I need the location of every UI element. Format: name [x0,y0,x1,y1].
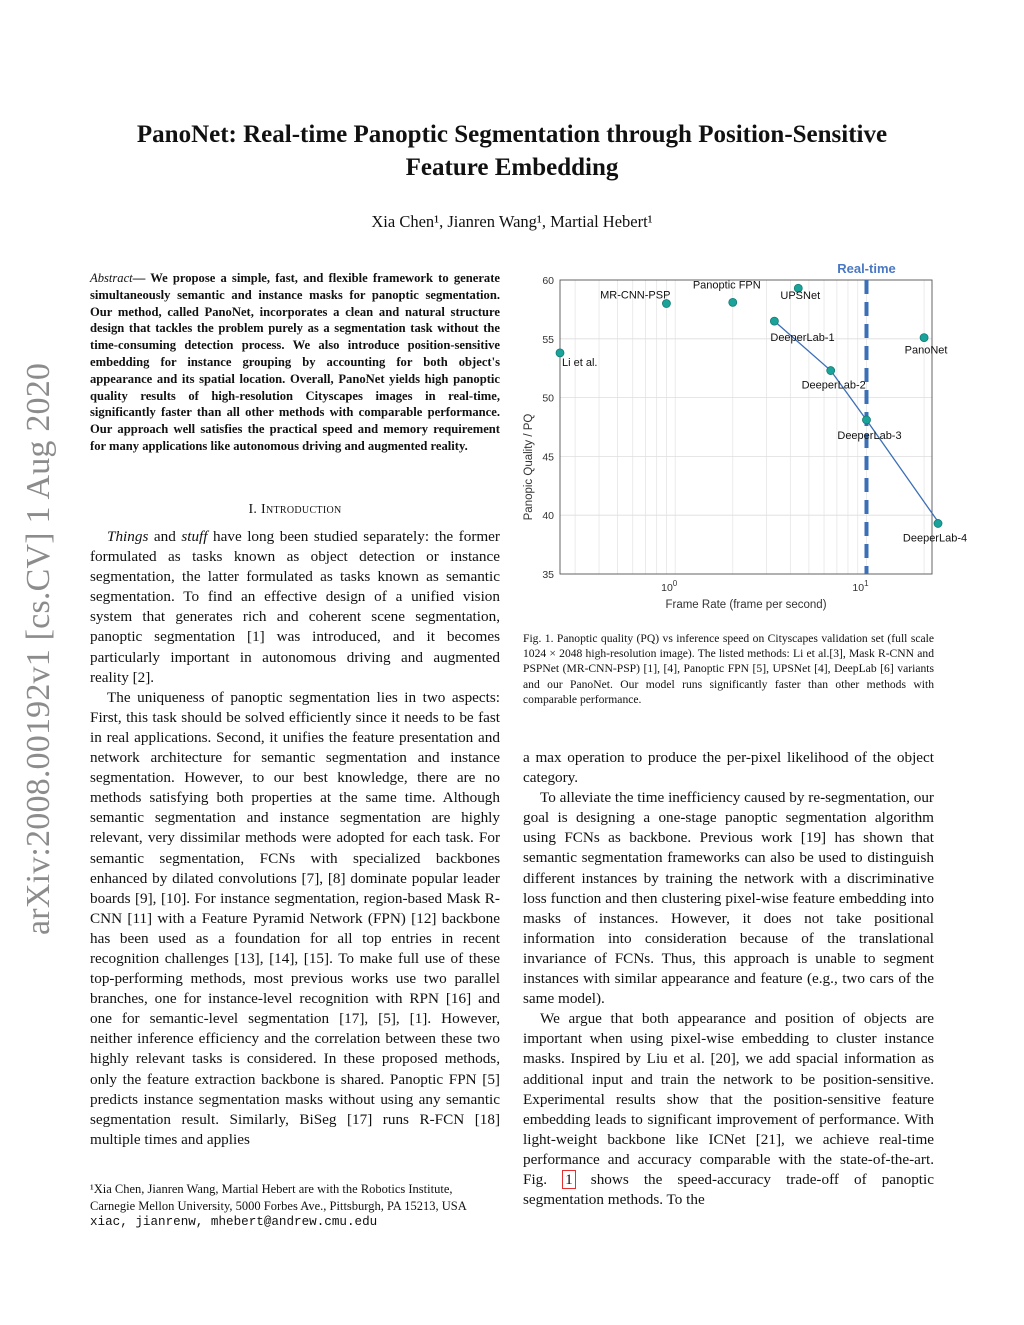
point-li-et-al [556,349,564,357]
y-tick-label: 35 [542,569,554,581]
point-deeperlab-1 [770,317,778,325]
realtime-label: Real-time [837,261,896,276]
abstract-label: Abstract [90,271,133,285]
point-label-upsnet: UPSNet [780,290,821,303]
y-axis-label: Panopic Quality / PQ [523,413,535,521]
point-label-deeperlab-1: DeeperLab-1 [770,332,835,345]
figure-1-link[interactable]: 1 [562,1170,576,1189]
intro-term-stuff: stuff [181,528,208,545]
right-paragraph-1: a max operation to produce the per-pixel likelihood of the object category. [523,749,934,787]
right-p3-tail: shows the speed-accuracy trade-off of panoptic segmentation methods. To the [523,1170,934,1209]
point-label-deeperlab-2: DeeperLab-2 [801,379,866,392]
point-label-panoptic-fpn: Panoptic FPN [692,279,761,292]
intro-and: and [148,528,182,545]
right-p3-text: We argue that both appearance and position of objects are important when using pixel-wise embedding to cluster instance masks. Inspired by Liu et al. [20], we add spacial information as additional input and train the network to be position-sensitive. Experimental results show that the position-sensitive feature embedding leads to significant improvement of performance. With light-weight backbone like ICNet [21], we achieve real-time performance and accuracy comparable with the state-of-the-art. Fig. [523,1010,934,1188]
point-panonet [920,334,928,342]
abstract-text: — We propose a simple, fast, and flexible framework to generate simultaneously semantic and instance masks for panoptic segmentation. Our method, called PanoNet, incorporates a clean and natural structure design that tackles the problem purely as a segmentation task without the time-consuming detection process. We also introduce position-sensitive embedding for instance grouping by accounting for both object's appearance and its spatial location. Overall, PanoNet yields high panoptic quality results of high-resolution Cityscapes images in real-time, significantly faster than all other methods with comparable performance. Our approach well satisfies the practical speed and memory requirement for many applications like autonomous driving and augmented reality. [90,271,500,453]
intro-term-things: Things [107,528,149,545]
plot-frame [560,280,932,574]
y-tick-label: 45 [542,451,554,464]
right-paragraph-3 [523,1009,934,1210]
section-heading: I. Introduction [248,502,342,517]
figure-caption: Fig. 1. Panoptic quality (PQ) vs inference speed on Cityscapes validation set (full scale 1024 × 2048 high-resolution image). The listed methods: Li et al.[3], Mask R-CNN and PSPNet (MR-CNN-PSP) [1], [4], Panoptic FPN [5], UPSNet [4], DeepLab [6] variants and our PanoNet. Our model runs significantly faster than other methods with comparable performance. [523,632,934,706]
point-panoptic-fpn [729,298,737,306]
point-deeperlab-2 [827,367,835,375]
y-tick-label: 40 [542,510,554,523]
introduction [90,527,500,1150]
right-paragraph-2: To alleviate the time inefficiency caused by re-segmentation, our goal is designing a one-stage panoptic segmentation algorithm using FCNs as backbone. Previous work [19] has shown that semantic segmentation frameworks can also be used to distinguish different instances by training the network with a discriminative loss function and then clustering pixel-wise feature embedding into masks of instances. However, it does not take positional information into consideration because of the translational invariance of FCNs. Thus, this approach is unable to segment instances with similar appearance and feature (e.g., two cars of the same model). [523,789,934,1008]
right-column-text [523,748,934,1210]
paper-title [60,118,964,184]
y-tick-label: 55 [542,333,554,346]
footnote-text: ¹Xia Chen, Jianren Wang, Martial Hebert are with the Robotics Institute, Carnegie Mellon University, 5000 Forbes Ave., Pittsburgh, PA 15213, USA [90,1182,467,1213]
intro-p1-rest: have long been studied separately: the former formulated as tasks known as object detection or instance segmentation, the latter formulated as tasks known as semantic segmentation. To find an effective design of a unified vision system that generates rich and coherent scene segmentation, panoptic segmentation [1] was introduced, and it becomes particularly important in autonomous driving and augmented reality [2]. [90,528,500,686]
x-tick-label: $10^0$ [661,579,678,594]
intro-paragraph-1 [90,527,500,688]
point-label-li-et-al: Li et al. [562,356,598,369]
figure-1-chart [518,258,968,618]
x-tick-label: $10^1$ [852,579,869,594]
title-line-1: PanoNet: Real-time Panoptic Segmentation through Position-Sensitive [136,121,888,148]
y-tick-label: 50 [542,392,554,405]
arxiv-stamp: arXiv:2008.00192v1 [cs.CV] 1 Aug 2020 [20,362,57,935]
point-label-panonet: PanoNet [904,344,948,357]
x-axis-label: Frame Rate (frame per second) [665,599,827,611]
intro-paragraph-2: The uniqueness of panoptic segmentation lies in two aspects: First, this task should be solved efficiently since it needs to be fast in real applications. Second, it unifies the feature presentation and network architecture for semantic segmentation and instance segmentation. However, to our best knowledge, there are no methods satisfying both properties at the same time. Although semantic segmentation and instance segmentation are highly relevant, very dissimilar methods were adopted for each task. For semantic segmentation, FCNs with specialized backbones enhanced by dilated convolutions [7], [8] dominate popular leader boards [9], [10]. For instance segmentation, region-based Mask R-CNN [11] with a Feature Pyramid Network (FPN) [12] backbone has been used as a foundation for all top entries in recent recognition challenges [13], [14], [15]. To make full use of these top-performing methods, most previous works use two parallel branches, one for instance-level recognition with RPN [16] and one for semantic-level segmentation [17], [5], [1]. However, neither inference efficiency and the correlation between these two highly relevant tasks is considered. In these proposed methods, only the feature extraction backbone is shared. Panoptic FPN [5] predicts instance segmentation masks without using any semantic segmentation result. Similarly, BiSeg [17] runs R-FCN [18] multiple times and applies [90,688,500,1148]
point-label-mr-cnn-psp: MR-CNN-PSP [600,289,671,302]
point-deeperlab-4 [934,519,942,527]
point-deeperlab-3 [862,416,870,424]
point-label-deeperlab-3: DeeperLab-3 [837,429,902,442]
y-tick-label: 60 [542,275,554,287]
footnote-email: xiac, jianrenw, mhebert@andrew.cmu.edu [90,1215,378,1229]
footnote [90,1181,500,1231]
abstract [90,270,500,455]
authors: Xia Chen¹, Jianren Wang¹, Martial Hebert¹ [371,212,653,231]
point-label-deeperlab-4: DeeperLab-4 [902,532,968,545]
title-line-2: Feature Embedding [405,154,619,181]
